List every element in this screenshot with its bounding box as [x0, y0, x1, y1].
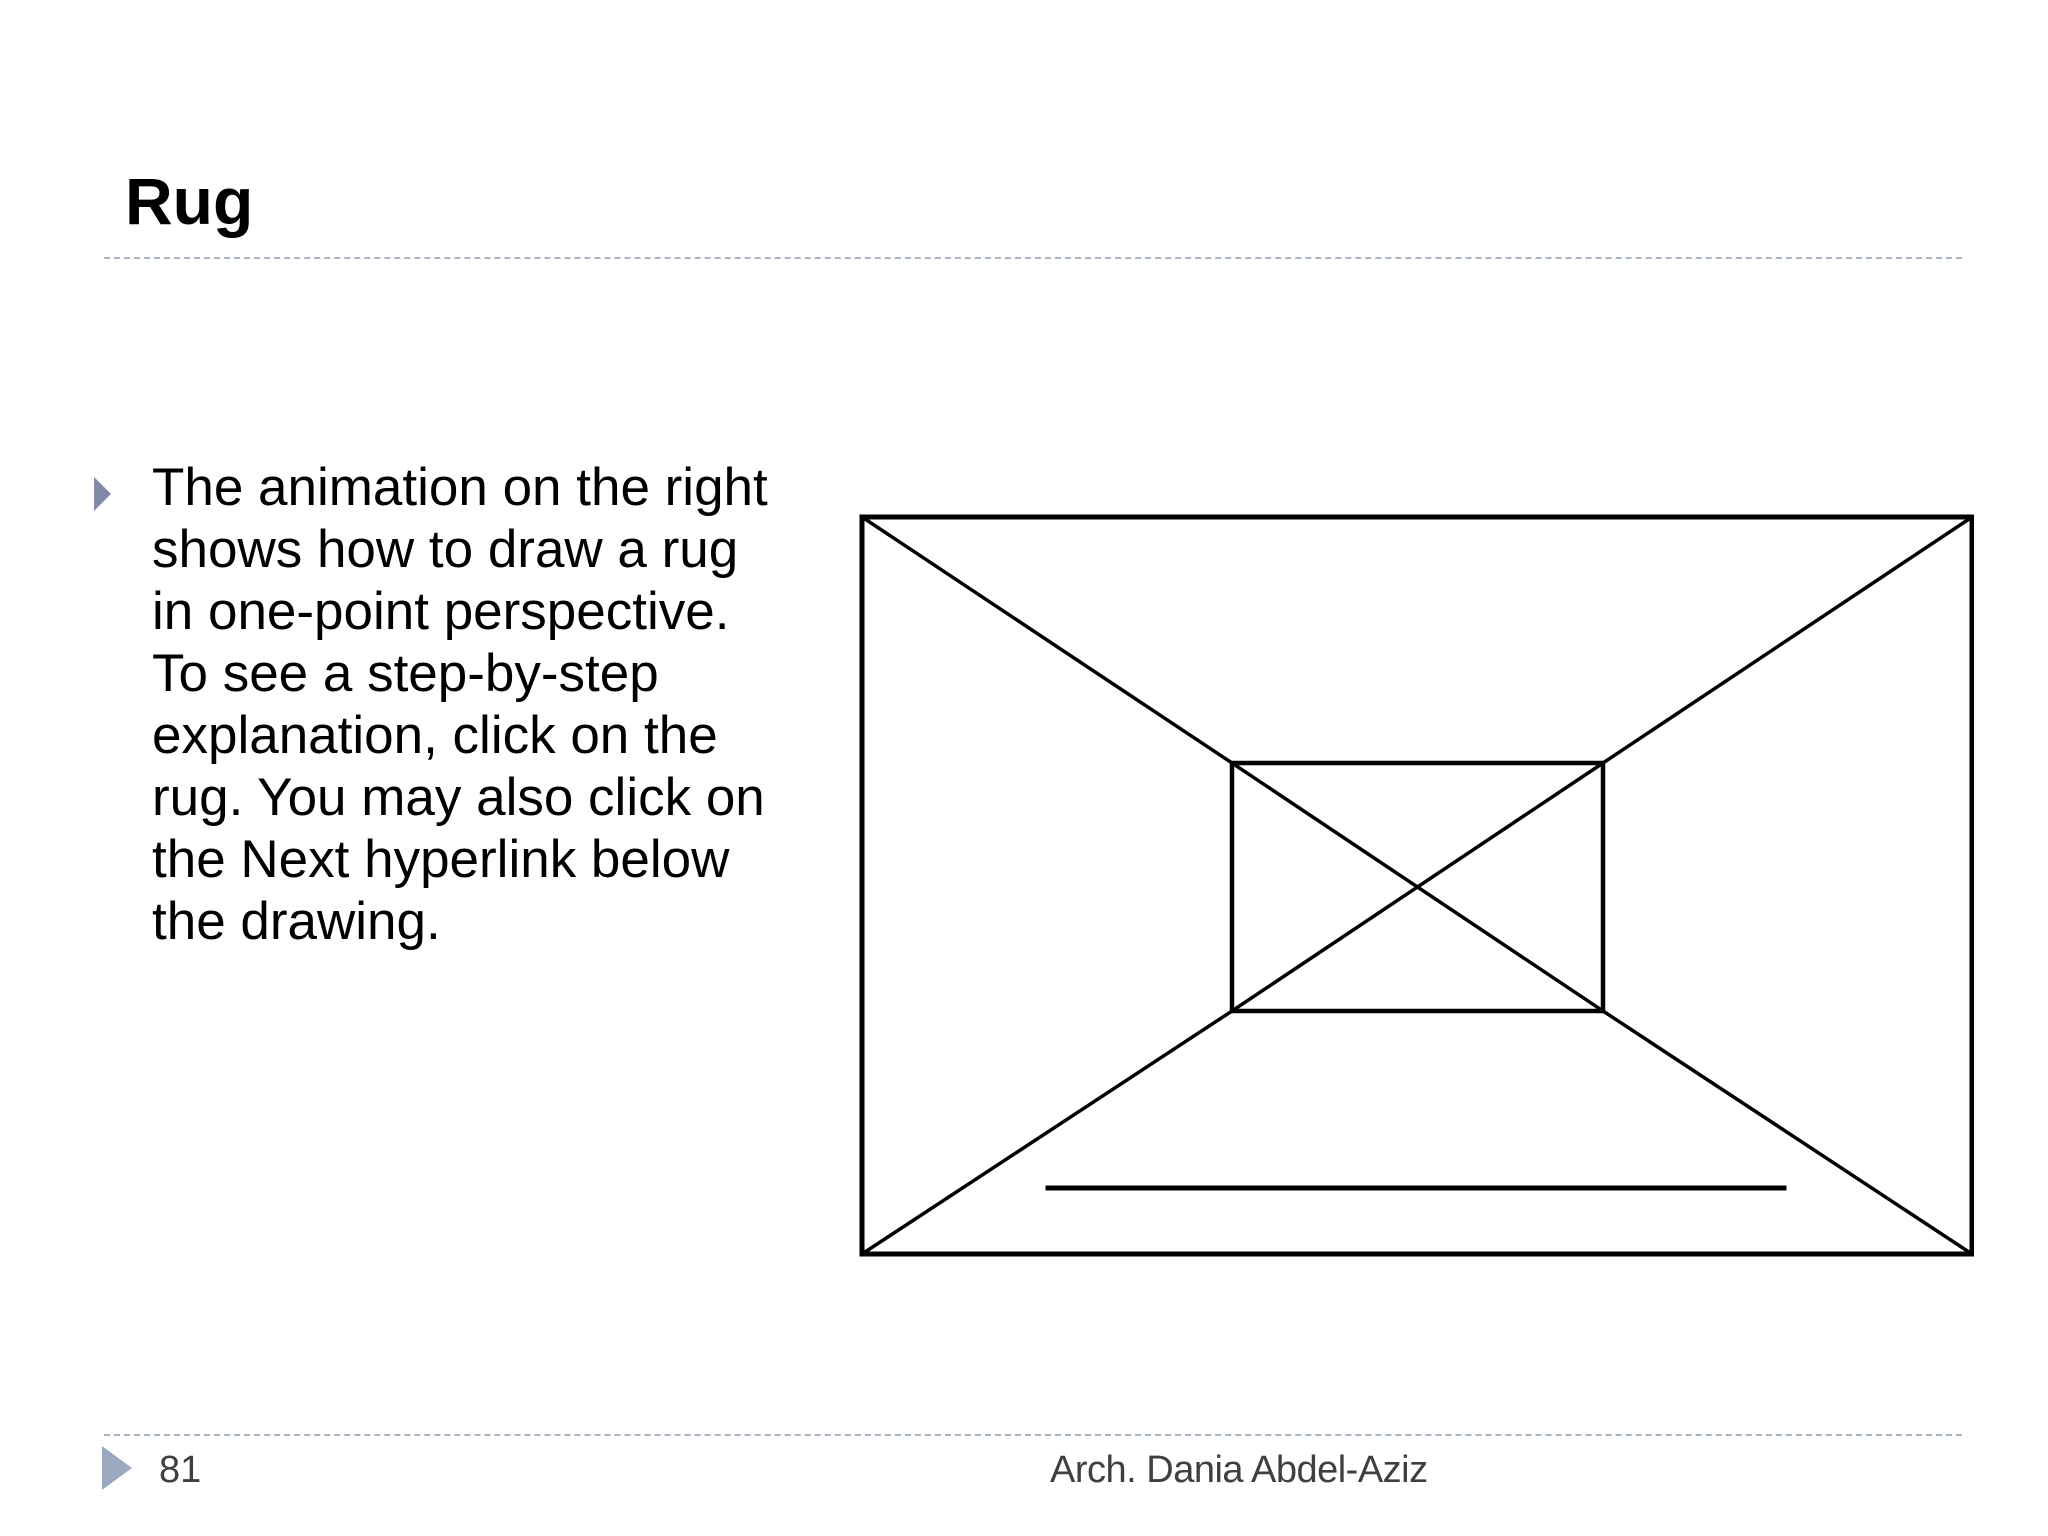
slide-title: Rug — [125, 164, 254, 238]
page-number: 81 — [159, 1449, 202, 1491]
title-divider — [104, 257, 1962, 259]
footer-triangle-icon — [102, 1446, 132, 1490]
footer-author: Arch. Dania Abdel-Aziz — [1050, 1449, 1428, 1491]
diagonal-top-right — [1603, 517, 1972, 763]
diagonal-bottom-left — [862, 1011, 1232, 1254]
diagonal-top-left — [862, 517, 1232, 763]
footer-divider — [104, 1434, 1962, 1436]
bullet-text: The animation on the right shows how to draw a rug in one-point perspective. To see a step-by-step explanation, click on the rug. You may also click on the Next hyperlink below the drawing. — [152, 458, 768, 951]
bullet-triangle-icon — [94, 477, 111, 511]
diagonal-bottom-right — [1603, 1011, 1972, 1254]
rug-perspective-drawing[interactable] — [858, 513, 1974, 1258]
